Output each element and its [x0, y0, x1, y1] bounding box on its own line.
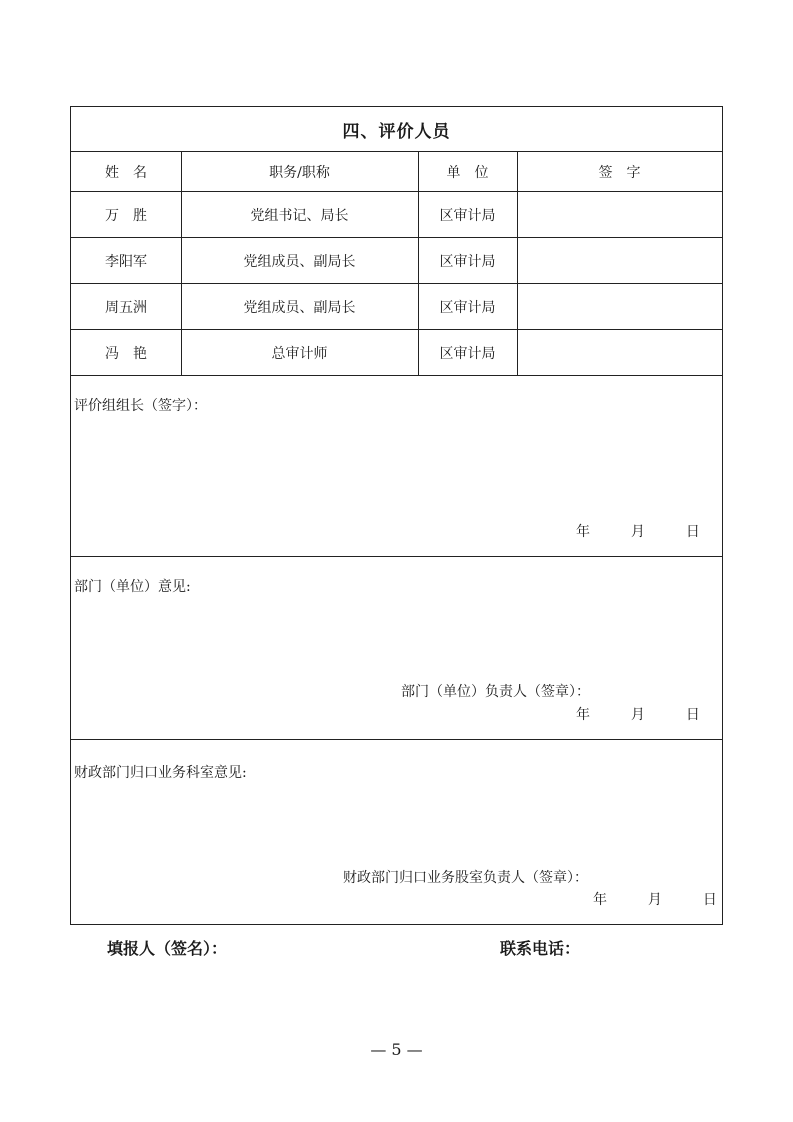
finance-opinion-label: 财政部门归口业务科室意见:	[74, 765, 247, 781]
month-label: 月	[630, 707, 645, 723]
month-label: 月	[630, 524, 645, 540]
dept-opinion-label: 部门（单位）意见:	[74, 579, 191, 595]
row-3-signature-field[interactable]	[517, 284, 722, 329]
year-label: 年	[593, 892, 607, 908]
header-position: 职务/职称	[269, 164, 330, 181]
filler-signature-label: 填报人（签名）：	[107, 939, 228, 958]
row-4-signature-field[interactable]	[517, 330, 722, 375]
header-name: 姓 名	[105, 164, 147, 181]
section-divider	[71, 556, 722, 557]
row-2-unit: 区审计局	[439, 253, 496, 270]
year-label: 年	[576, 524, 590, 540]
header-signature: 签 字	[598, 164, 641, 181]
row-1-name: 万 胜	[105, 207, 147, 224]
row-4-position: 总审计师	[271, 345, 328, 362]
row-1-unit: 区审计局	[439, 207, 496, 224]
header-unit: 单 位	[446, 164, 489, 181]
row-2-signature-field[interactable]	[517, 238, 722, 283]
month-label: 月	[647, 892, 662, 908]
leader-signature-label: 评价组组长（签字）：	[74, 398, 207, 414]
dept-head-signature-label: 部门（单位）负责人（签章）：	[401, 684, 590, 700]
phone-label: 联系电话：	[500, 939, 581, 958]
year-label: 年	[576, 707, 590, 723]
page-number: — 5 —	[370, 1040, 423, 1059]
dept-date[interactable]	[576, 704, 700, 724]
row-3-position: 党组成员、副局长	[243, 299, 356, 316]
row-3-unit: 区审计局	[439, 299, 496, 316]
row-divider	[71, 375, 722, 376]
row-4-name: 冯 艳	[105, 345, 147, 362]
row-2-name: 李阳军	[105, 253, 147, 270]
section-divider	[71, 739, 722, 740]
row-1-position: 党组书记、局长	[250, 207, 349, 224]
row-2-position: 党组成员、副局长	[243, 253, 356, 270]
finance-date[interactable]	[593, 889, 717, 909]
day-label: 日	[685, 524, 700, 540]
section-title: 四、评价人员	[71, 107, 722, 152]
leader-date[interactable]	[576, 521, 700, 541]
row-3-name: 周五洲	[105, 299, 147, 316]
row-1-signature-field[interactable]	[517, 192, 722, 237]
day-label: 日	[685, 707, 700, 723]
evaluation-personnel-form	[70, 106, 723, 925]
finance-head-signature-label: 财政部门归口业务股室负责人（签章）：	[343, 870, 588, 886]
row-4-unit: 区审计局	[439, 345, 496, 362]
day-label: 日	[702, 892, 717, 908]
